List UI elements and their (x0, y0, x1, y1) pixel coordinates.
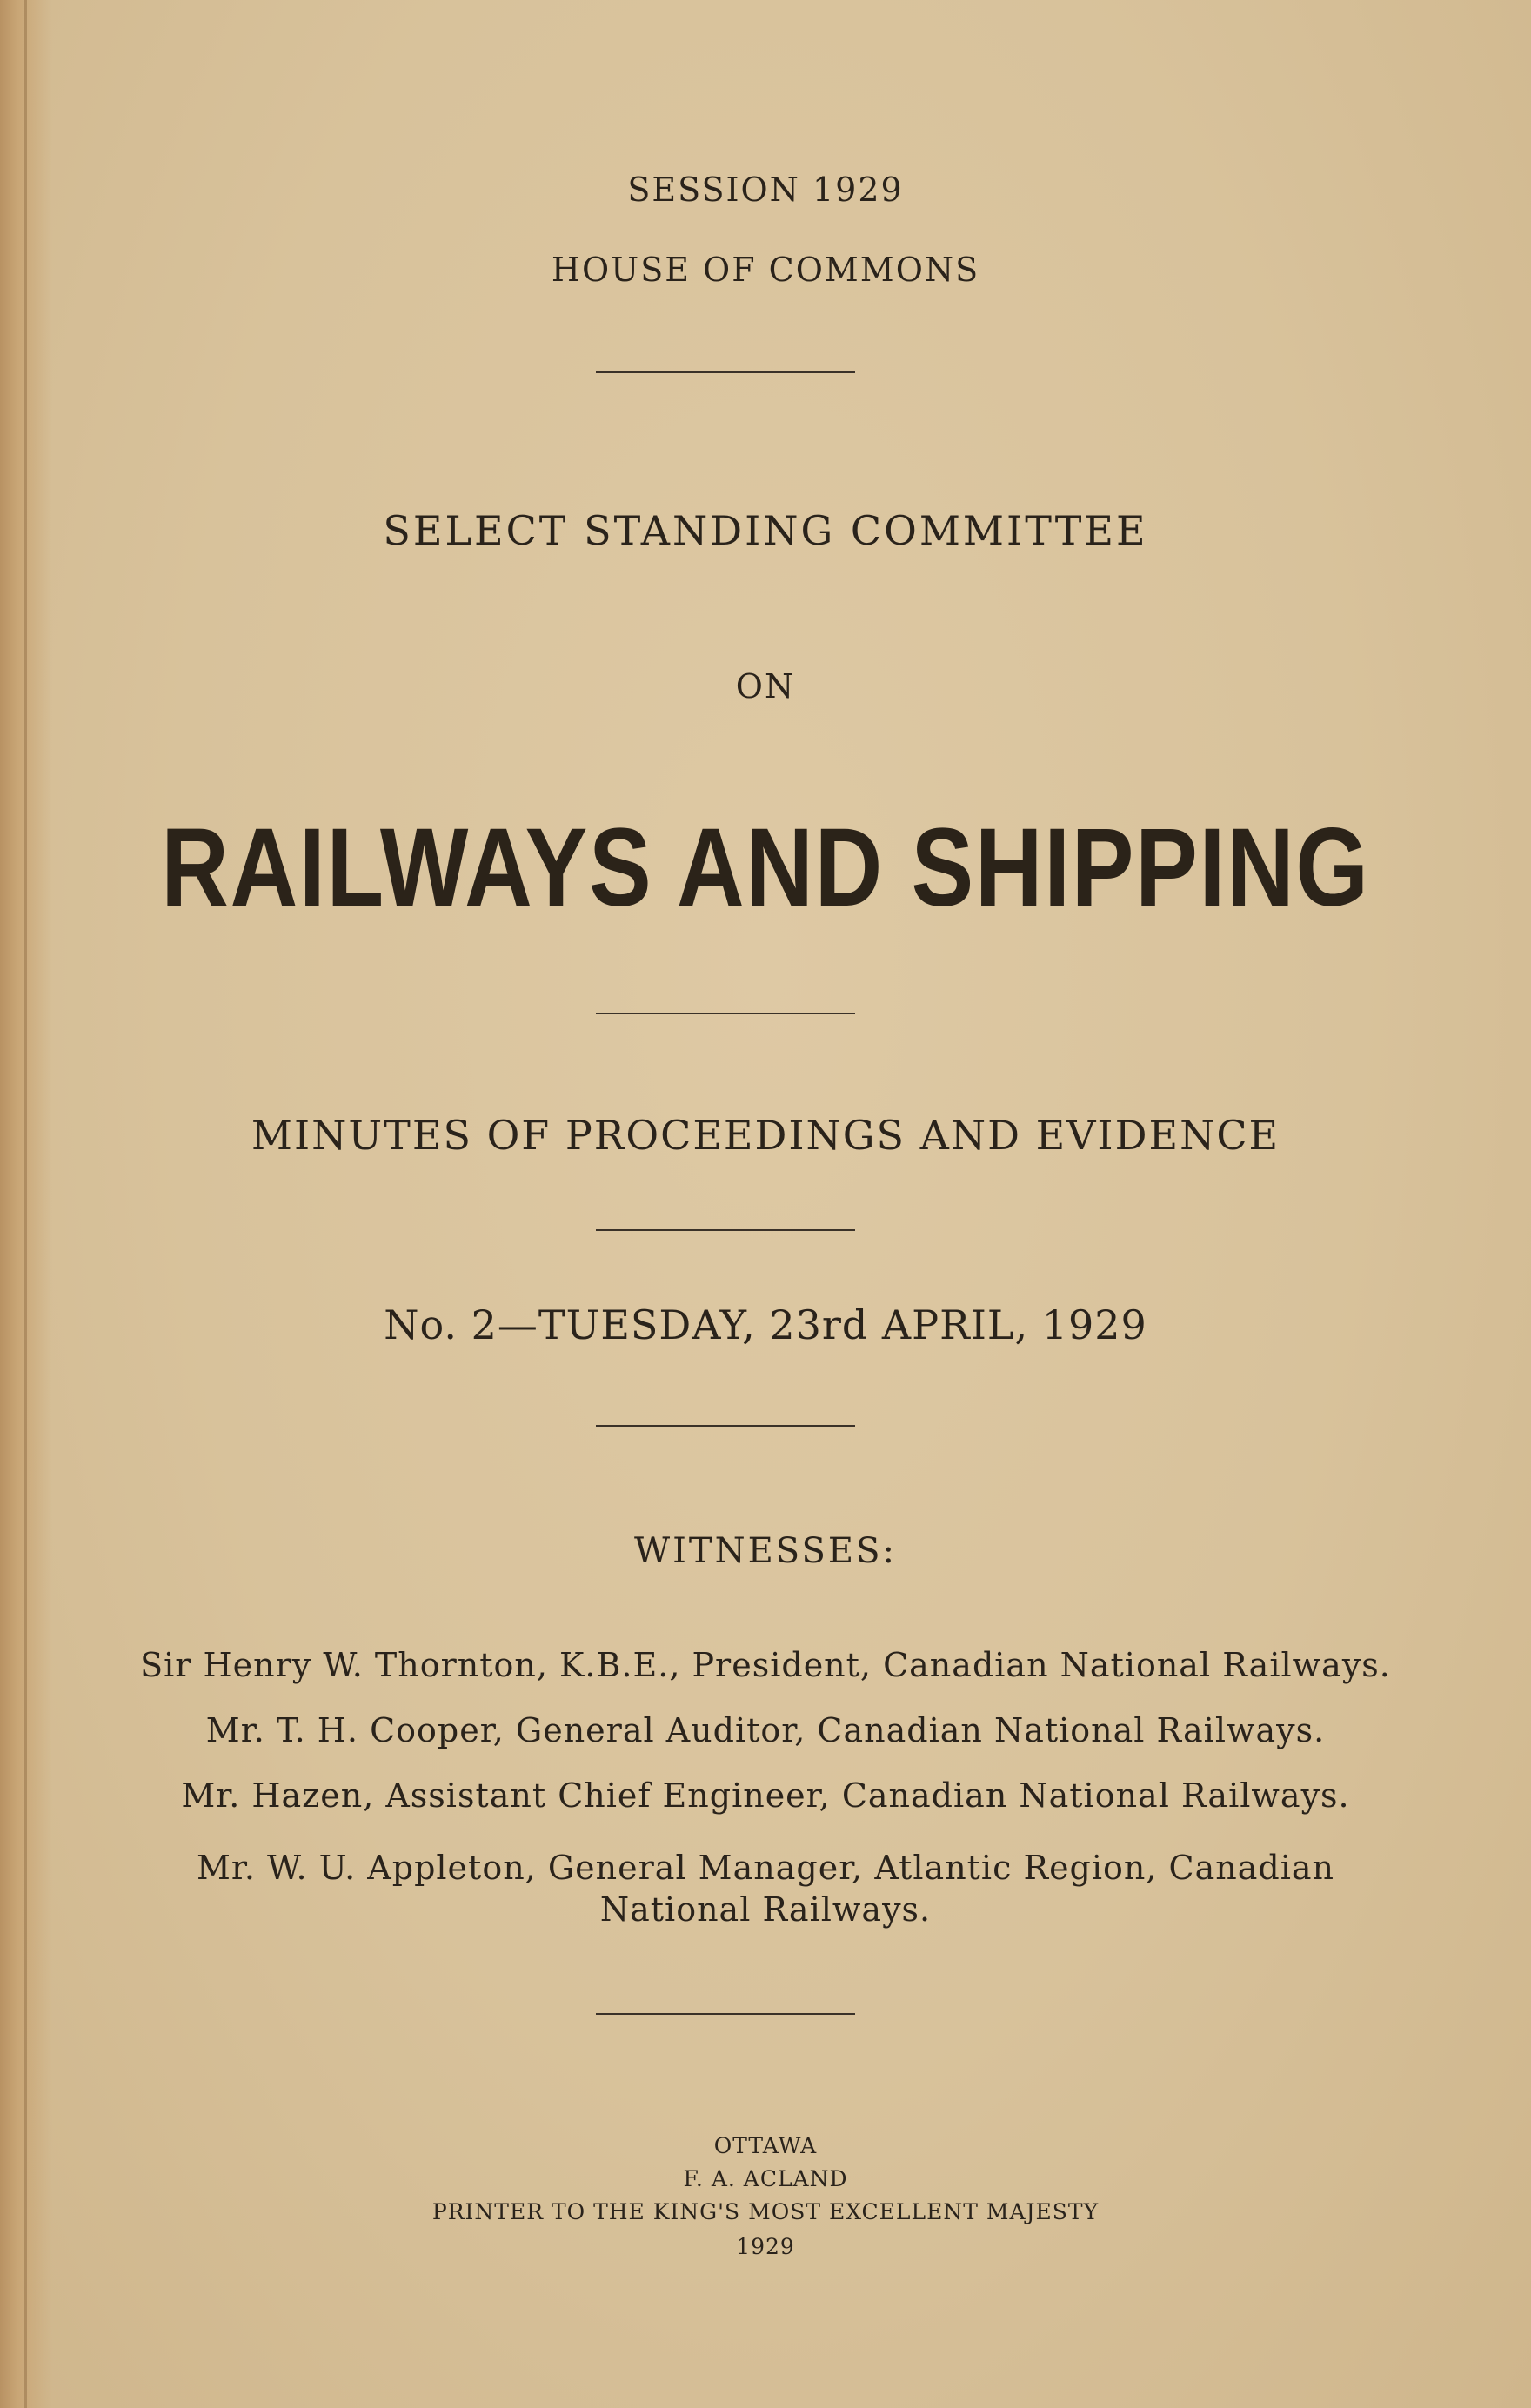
house-line: HOUSE OF COMMONS (551, 251, 980, 289)
witness-entry: Mr. W. U. Appleton, General Manager, Atlantic Region, Canadian (196, 1849, 1335, 1887)
imprint-office: PRINTER TO THE KING'S MOST EXCELLENT MAJESTY (431, 2199, 1100, 2224)
witness-entry-continued: National Railways. (599, 1890, 932, 1929)
edge-stain (24, 0, 27, 2408)
document-subtitle: MINUTES OF PROCEEDINGS AND EVIDENCE (251, 1112, 1280, 1159)
witness-entry: Mr. T. H. Cooper, General Auditor, Canadian National Railways. (205, 1711, 1326, 1749)
session-line: SESSION 1929 (627, 171, 904, 209)
committee-connector: ON (735, 667, 796, 706)
witnesses-heading: WITNESSES: (634, 1531, 897, 1571)
divider-rule (596, 2013, 855, 2015)
imprint-printer: F. A. ACLAND (683, 2166, 848, 2191)
issue-date: No. 2—TUESDAY, 23rd APRIL, 1929 (384, 1301, 1147, 1348)
document-title: RAILWAYS AND SHIPPING (161, 806, 1370, 930)
imprint-year: 1929 (736, 2234, 795, 2259)
witness-entry: Sir Henry W. Thornton, K.B.E., President, Canadian National Railways. (140, 1646, 1391, 1684)
imprint-city: OTTAWA (713, 2133, 818, 2158)
divider-rule (596, 1013, 855, 1014)
witness-entry: Mr. Hazen, Assistant Chief Engineer, Canadian National Railways. (181, 1776, 1350, 1815)
divider-rule (596, 1425, 855, 1427)
divider-rule (596, 1229, 855, 1231)
divider-rule (596, 371, 855, 373)
committee-name: SELECT STANDING COMMITTEE (383, 507, 1148, 554)
